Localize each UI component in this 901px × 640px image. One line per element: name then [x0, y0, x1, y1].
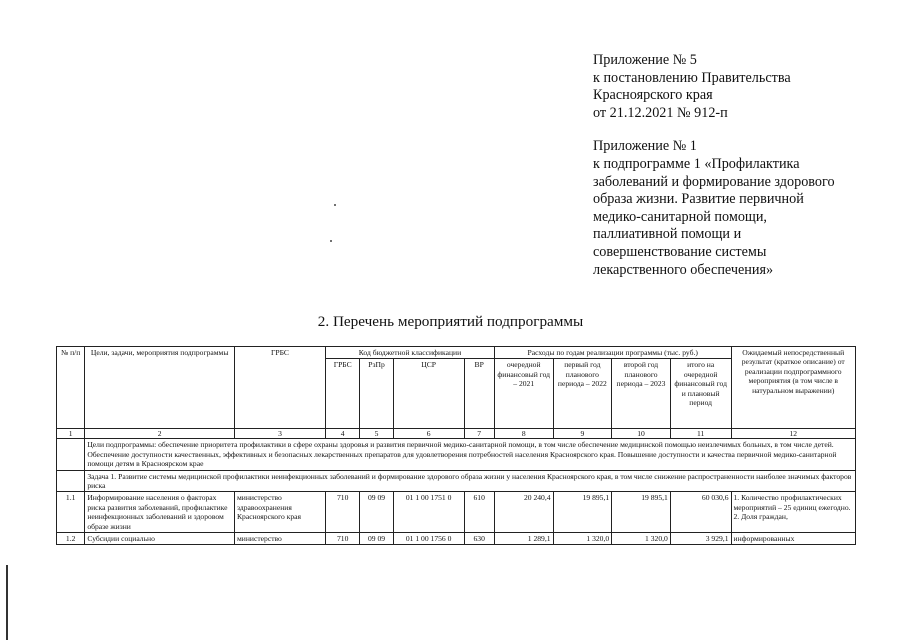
- table-row: [57, 533, 856, 545]
- column-number: 4: [326, 429, 360, 439]
- header-grbs-code: ГРБС: [326, 359, 360, 429]
- goal-row: [57, 439, 856, 470]
- amount-total: 3 929,1: [670, 533, 731, 545]
- header-vr: ВР: [464, 359, 494, 429]
- grbs-code: 710: [326, 533, 360, 545]
- header-num: № п/п: [57, 347, 85, 429]
- subprogram-goals: Цели подпрограммы: обеспечение приоритета профилактики в сфере охраны здоровья и развития первичной медико-санитарной помощи, в том числе обеспечение медицинской помощью неизлечимых больных, в том числе детей. Обеспечение доступности качественных, эффективных и безопасных лекарственных препаратов для удовлетворения потребностей населения Красноярского края. Повышение доступности и качества первичной медико-санитарной помощи детям в Красноярском крае: [85, 439, 856, 470]
- column-number: 11: [670, 429, 731, 439]
- activities-table: [56, 346, 856, 545]
- annex-1-line: медико-санитарной помощи,: [593, 208, 767, 225]
- csr-code: 01 1 00 1756 0: [393, 533, 464, 545]
- section-title: 2. Перечень мероприятий подпрограммы: [317, 313, 584, 330]
- table-row: [57, 492, 856, 533]
- column-number: 10: [612, 429, 671, 439]
- header-expenses: Расходы по годам реализации программы (тыс. руб.): [494, 347, 731, 359]
- activity-name: Информирование населения о факторах риска развития заболеваний, профилактике неинфекционных заболеваний и здоровом образе жизни: [85, 492, 235, 533]
- annex-1-line: лекарственного обеспечения»: [593, 261, 774, 278]
- grbs-name: министерство: [234, 533, 325, 545]
- column-number: 7: [464, 429, 494, 439]
- amount-2022: 19 895,1: [553, 492, 612, 533]
- column-number: 9: [553, 429, 612, 439]
- column-number: 2: [85, 429, 235, 439]
- annex-5-line: Красноярского края: [593, 87, 713, 104]
- header-2023: второй год планового периода – 2023: [612, 359, 671, 429]
- column-number: 12: [731, 429, 856, 439]
- amount-2023: 1 320,0: [612, 533, 671, 545]
- annex-5-line: к постановлению Правительства: [593, 69, 791, 86]
- annex-1-line: паллиативной помощи и: [593, 226, 742, 243]
- header-goals: Цели, задачи, мероприятия подпрограммы: [85, 347, 235, 429]
- scan-margin-line: [6, 565, 8, 640]
- annex-1-line: заболеваний и формирование здорового: [593, 173, 835, 190]
- csr-code: 01 1 00 1751 0: [393, 492, 464, 533]
- amount-2022: 1 320,0: [553, 533, 612, 545]
- header-grbs: ГРБС: [234, 347, 325, 429]
- task-1: Задача 1. Развитие системы медицинской профилактики неинфекционных заболеваний и формирование здорового образа жизни у населения Красноярского края, в том числе снижение распространенности наиболее значимых факторов риска: [85, 470, 856, 492]
- header-budget-classification: Код бюджетной классификации: [326, 347, 495, 359]
- header-2021: очередной финансовый год – 2021: [494, 359, 553, 429]
- row-num: 1.2: [57, 533, 85, 545]
- rzpr-code: 09 09: [360, 492, 393, 533]
- activity-name: Субсидии социально: [85, 533, 235, 545]
- annex-1-line: к подпрограмме 1 «Профилактика: [593, 155, 800, 172]
- header-csr: ЦСР: [393, 359, 464, 429]
- amount-2023: 19 895,1: [612, 492, 671, 533]
- grbs-code: 710: [326, 492, 360, 533]
- annex-1-line: совершенствование системы: [593, 243, 767, 260]
- annex-5-line: от 21.12.2021 № 912-п: [593, 104, 728, 121]
- rzpr-code: 09 09: [360, 533, 393, 545]
- column-number: 1: [57, 429, 85, 439]
- task-row: [57, 470, 856, 492]
- expected-result: информированных: [731, 533, 856, 545]
- amount-total: 60 030,6: [670, 492, 731, 533]
- annex-5-line: Приложение № 5: [593, 52, 697, 68]
- grbs-name: министерство здравоохранения Красноярского края: [234, 492, 325, 533]
- column-number-row: [57, 429, 856, 439]
- column-number: 8: [494, 429, 553, 439]
- amount-2021: 1 289,1: [494, 533, 553, 545]
- amount-2021: 20 240,4: [494, 492, 553, 533]
- header-expected-result: Ожидаемый непосредственный результат (краткое описание) от реализации подпрограммного мероприятия (в том числе в натуральном выражении): [731, 347, 856, 429]
- header-total: итого на очередной финансовый год и плановый период: [670, 359, 731, 429]
- scan-artifact: [330, 240, 332, 242]
- vr-code: 630: [464, 533, 494, 545]
- column-number: 6: [393, 429, 464, 439]
- annex-1-block: [593, 138, 893, 279]
- expected-result: 1. Количество профилактических мероприятий – 25 единиц ежегодно. 2. Доля граждан,: [731, 492, 856, 533]
- header-2022: первый год планового периода – 2022: [553, 359, 612, 429]
- annex-header: [593, 52, 893, 295]
- header-rzpr: РзПр: [360, 359, 393, 429]
- vr-code: 610: [464, 492, 494, 533]
- row-num: 1.1: [57, 492, 85, 533]
- annex-5-block: [593, 52, 893, 122]
- annex-1-line: образа жизни. Развитие первичной: [593, 191, 804, 208]
- column-number: 3: [234, 429, 325, 439]
- header-row: [57, 347, 856, 359]
- scan-artifact: [334, 204, 336, 206]
- annex-1-line: Приложение № 1: [593, 138, 697, 155]
- column-number: 5: [360, 429, 393, 439]
